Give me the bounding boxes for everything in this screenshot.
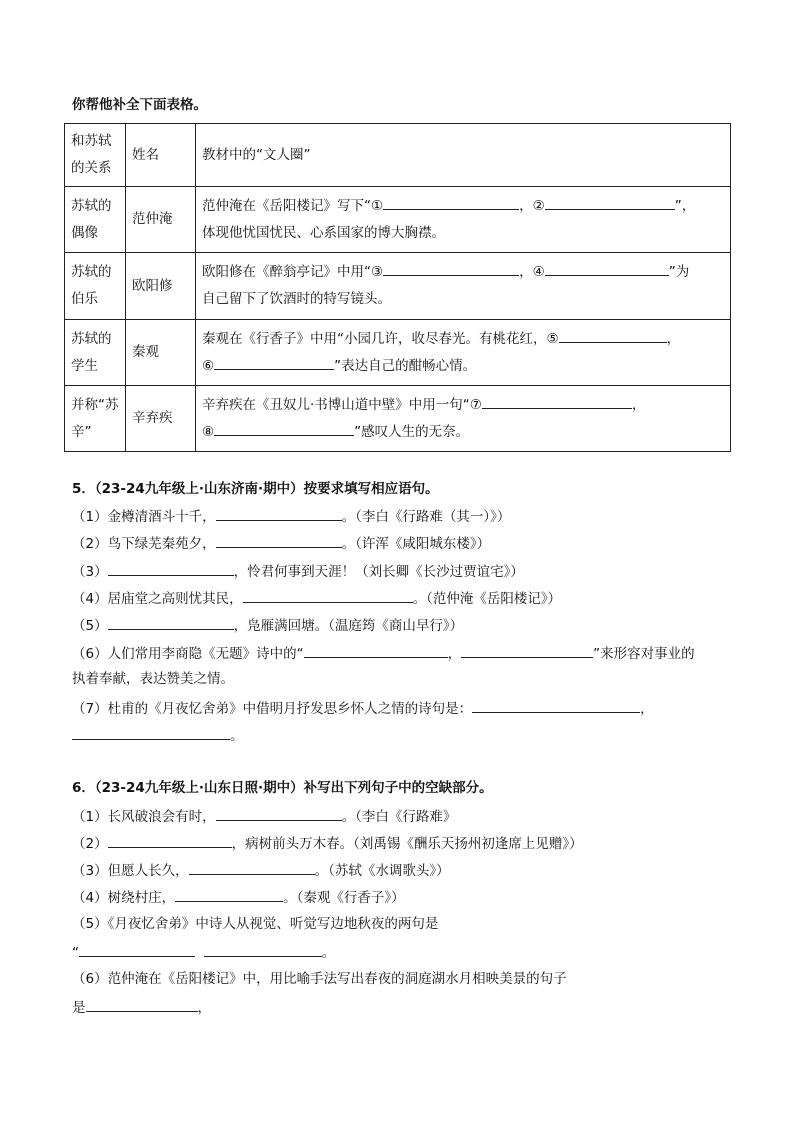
item-text: （3）但愿人长久， [72,863,189,879]
blank-8[interactable] [214,421,354,436]
content-text: 体现他忧国忧民、心系国家的博大胸襟。 [202,224,445,241]
fill-blank[interactable] [461,643,593,658]
fill-blank[interactable] [79,942,195,957]
content-cell [196,320,731,386]
blank-2[interactable] [545,195,675,210]
fill-blank[interactable] [216,806,342,821]
literati-table [64,123,731,452]
q5-item-5 [72,615,463,635]
item-text: （1）长风破浪会有时， [72,809,216,825]
item-text: 。（许浑《咸阳城东楼》） [341,536,491,552]
item-text: （1）金樽清酒斗十千， [72,509,216,525]
q5-item-7-cont [72,725,244,745]
item-text: 是 [72,1000,86,1016]
item-text: 。（范仲淹《岳阳楼记》） [412,591,562,607]
q6-item-4 [72,887,405,907]
item-text: 。（苏轼《水调歌头》） [314,863,450,879]
item-text: ， [640,701,654,717]
item-text: 。（秦观《行香子》） [283,890,405,906]
content-text: ”为 [668,264,690,280]
content-text: ”， [674,197,696,214]
fill-blank[interactable] [108,561,234,576]
item-text: ， [197,1000,211,1016]
fill-blank[interactable] [189,860,315,875]
q6-item-5: （5）《月夜忆舍弟》中诗人从视觉、听觉写边地秋夜的两句是 [72,916,439,932]
item-text: （2） [72,836,108,852]
item-text: （5） [72,618,108,634]
blank-4[interactable] [545,261,669,276]
content-text: 自己留下了饮酒时的特写镜头。 [202,291,391,307]
fill-blank[interactable] [72,725,230,740]
fill-blank[interactable] [472,698,640,713]
table-row [65,320,731,386]
content-text: 辛弃疾在《丑奴儿·书博山道中壁》中用一句“⑦ [202,396,482,413]
item-text: 。（李白《行路难（其一）》） [341,509,511,525]
fill-blank[interactable] [216,533,342,548]
fill-blank[interactable] [175,887,283,902]
item-text: 。 [230,728,244,744]
question-6-title: 6．（23-24九年级上·山东日照·期中）补写出下列句子中的空缺部分。 [72,780,493,796]
content-cell [196,386,731,452]
intro-text: 你帮他补全下面表格。 [72,97,207,113]
q6-item-5-cont [72,942,335,962]
content-text: ”表达自己的酣畅心情。 [334,357,477,374]
content-text: ⑧ [202,423,215,440]
content-text: ， [666,330,681,347]
question-5-title: 5．（23-24九年级上·山东济南·期中）按要求填写相应语句。 [72,481,439,497]
content-text: ， [631,396,646,413]
q6-item-6-cont [72,997,211,1017]
blank-7[interactable] [482,394,632,409]
item-text: （4）居庙堂之高则忧其民， [72,591,243,607]
name-cell: 辛弃疾 [126,386,196,452]
relation-cell: 苏轼的伯乐 [65,253,126,320]
item-text: ，怜君何事到天涯！（刘长卿《长沙过贾谊宅》） [233,564,524,580]
item-text: “ [72,945,79,961]
item-text: ，病树前头万木春。（刘禹锡《酬乐天扬州初逢席上见赠》） [231,836,583,852]
item-text: ， [447,646,462,662]
item-text: ”来形容对事业的 [593,646,695,662]
name-cell: 秦观 [126,320,196,386]
content-text: 范仲淹在《岳阳楼记》写下“① [202,197,384,214]
relation-cell: 苏轼的偶像 [65,187,126,253]
content-cell [196,187,731,253]
table-header-circle: 教材中的“文人圈” [196,124,731,187]
q5-item-4 [72,588,561,608]
blank-6[interactable] [214,355,334,370]
item-text: 。（李白《行路难》 [341,809,457,825]
table-header-row [65,124,731,187]
content-text: ”感叹人生的无奈。 [354,423,470,440]
table-row [65,187,731,253]
fill-blank[interactable] [108,615,234,630]
q5-item-6 [72,643,695,663]
fill-blank[interactable] [204,942,322,957]
relation-cell: 苏轼的学生 [65,320,126,386]
table-header-name: 姓名 [126,124,196,187]
name-cell: 范仲淹 [126,187,196,253]
content-cell [196,253,731,320]
blank-3[interactable] [383,261,519,276]
content-text: 欧阳修在《醉翁亭记》中用“③ [202,264,384,280]
item-text: （7）杜甫的《月夜忆舍弟》中借明月抒发思乡怀人之情的诗句是： [72,701,473,717]
q5-item-6-cont: 执着奉献，表达赞美之情。 [72,671,234,687]
item-text: （2）鸟下绿芜秦苑夕， [72,536,216,552]
q5-item-3 [72,561,524,581]
relation-cell: 并称“苏辛” [65,386,126,452]
item-text: （3） [72,564,108,580]
blank-1[interactable] [383,195,519,210]
name-cell: 欧阳修 [126,253,196,320]
content-text: ，④ [519,264,545,280]
table-header-relation: 和苏轼的关系 [65,124,126,187]
q5-item-2 [72,533,490,553]
content-text: ⑥ [202,357,215,374]
table-row [65,253,731,320]
blank-5[interactable] [559,328,667,343]
q5-item-7 [72,698,654,718]
fill-blank[interactable] [86,997,198,1012]
fill-blank[interactable] [243,588,413,603]
q6-item-3 [72,860,450,880]
item-text: 。 [321,945,336,961]
q6-item-2 [72,833,583,853]
item-text: ，凫雁满回塘。（温庭筠《商山早行》） [233,618,464,634]
item-text: （4）树绕村庄， [72,890,176,906]
fill-blank[interactable] [216,506,342,521]
fill-blank[interactable] [304,643,448,658]
q6-item-1 [72,806,456,826]
table-row [65,386,731,452]
content-text: ，② [519,197,545,214]
q5-item-1 [72,506,510,526]
fill-blank[interactable] [108,833,232,848]
q6-item-6: （6）范仲淹在《岳阳楼记》中，用比喻手法写出春夜的洞庭湖水月相映美景的句子 [72,971,567,987]
content-text: 秦观在《行香子》中用“小园几许，收尽春光。有桃花红，⑤ [202,330,559,347]
item-text: （6）人们常用李商隐《无题》诗中的“ [72,646,304,662]
